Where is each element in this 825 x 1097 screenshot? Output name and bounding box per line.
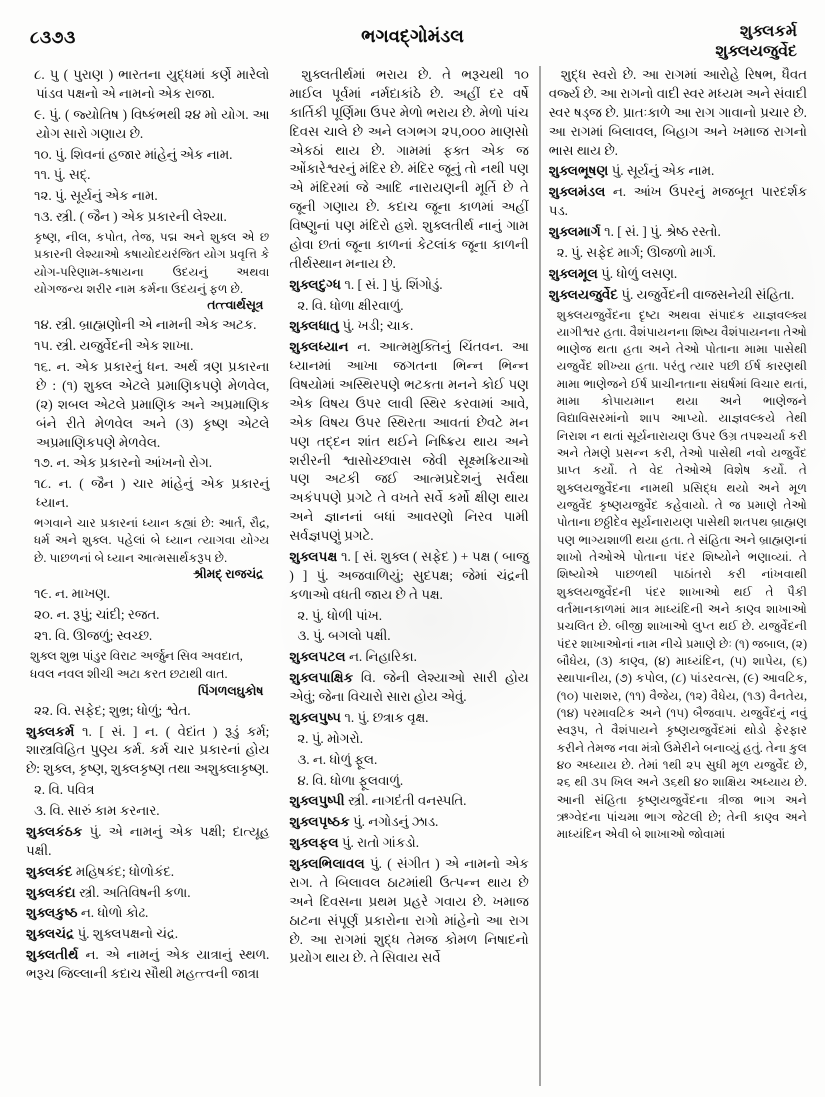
dictionary-entry	[26, 863, 269, 882]
entry-definition: ન. આત્મમુક્તિનું ચિંતવન. આ ધ્યાનમાં આખા જગતના ભિન્ન ભિન્ન વિષયોમાં અસ્થિરપણે ભટકતા મનને કોઈ પણ એક વિષય ઉપર લાવી સ્થિર કરવામાં આવે, એક વિષય ઉપર સ્થિરતા આવતાં છેવટે મન પણ તદ્દન શાંત થઈને નિષ્ક્રિય થાય અને શરીરની શ્વાસોચ્છ્વાસ જેવી સૂક્ષ્મક્રિયાઓ પણ અટકી જઈ આત્મપ્રદેશનું સર્વથા અકંપપણે પ્રગટે તે વખતે સર્વે કર્મો ક્ષીણ થાય અને જ્ઞાનનાં બધાં આવરણો નિરવ પામી સર્વજ્ઞપણું પ્રગટે.	[289, 339, 529, 543]
entry-headword: શુક્લપૃષ્ઠક	[289, 814, 350, 830]
entry-quotation: શુક્લયજુર્વેદના દૃષ્ટા અથવા સંપાદક યાજ્ઞવલ્ક્ય યાગીશ્વર હતા. વૈશંપાયનના શિષ્ય વૈશંપાયનના તેઓ ભાણેજ થતા હતા અને તેઓ પોતાના મામા પાસેથી યજુર્વેદ શીખ્યા હતા. પરંતુ ત્યાર પછી ઈર્ષ કારણથી મામા ભાણેજને ઈર્ષ પ્રાચીનતાના સંઘર્ષમાં વિચાર થતાં, મામા કોપાયમાન થયા અને ભાણેજને વિદ્યાવિસરમાંનો શાપ આપ્યો. યાજ્ઞવલ્કયે તેથી નિરાશ ન થતાં સૂર્યનારાયણ ઉપર ઉગ્ર તપશ્ચર્યા કરી અને તેમણે પ્રસન્ન કરી, તેઓ પાસેથી નવો યજુર્વેદ પ્રાપ્ત કર્યો. તે વેદ તેઓએ વિશેષ કર્યો. તે શુક્લયજુર્વેદના નામથી પ્રસિદ્ધ થયો અને મૂળ યજુર્વેદ કૃષ્ણયજુર્વેદ કહેવાયો. તે જ પ્રમાણે તેઓ પોતાના છઠ્ઠીદેવ સૂર્યનારાયણ પાસેથી શતપથ બ્રાહ્મણ પણ ભાગ્યશાળી થયા હતા. તે સંહિતા અને બ્રાહ્મણનાં શાખો તેઓએ પોતાના પંદર શિષ્યોને ભણાવ્યાં. તે શિષ્યોએ પાછળથી પાઠાંતરો કરી નાંખવાથી શુક્લયજુર્વેદની પંદર શાખાઓ થઈ તે પૈકી વર્તમાનકાળમાં માત્ર માધ્યંદિની અને કાણ્વ શાખાઓ પ્રચલિત છે. બીજી શાખાઓ લુપ્ત થઈ છે. યજુર્વેદની પંદર શાખાઓનાં નામ નીચે પ્રમાણે છેઃ (૧) જબાલ, (૨) બૌધેય, (૩) કાણ્વ, (૪) માધ્યંદિન, (૫) શાપેય, (૬) સ્થાપાનીય, (૭) કપોલ, (૮) પાંડરવત્સ, (૯) આવટિક, (૧૦) પારાશર, (૧૧) વૈજેય, (૧૨) વૈધેય, (૧૩) વૈનતેય, (૧૪) પરમાવટિક અને (૧૫) બૈજવાપ. યજુર્વેદનું નવું સ્વરૂપ, તે વૈશંપાયને કૃષ્ણયજુર્વેદમાં થોડો ફેરફાર કરીને તેમજ નવા મંત્રો ઉમેરીને બનાવ્યું હતું. તેના કુલ ૪૦ અધ્યાય છે. તેમાં ૧થી ૨૫ સુધી મૂળ યજુર્વેદ છે, ૨૬ થી ૩૫ ખિલ અને ૩૬થી ૪૦ શાક્ષિય અધ્યાય છે. આની સંહિતા કૃષ્ણયજુર્વેદના ત્રીજા ભાગ અને ઋગ્વેદના પાંચમા ભાગ જેટલી છે; તેની કાણ્વ અને માધ્યંદિન એવી બે શાખાઓ જોવામાં	[556, 307, 808, 842]
entry-headword: શુક્લફલ	[289, 835, 339, 851]
entry-headword: શુક્લપુષ્પ	[289, 709, 342, 725]
entry-sense: ૧૮. ન. ( જૈન ) ચાર માંહેનું એક પ્રકારનું ધ્યાન.	[34, 476, 270, 511]
entry-definition: ૧. [ સં. ] પું. શ્રેષ્ઠ રસ્તો.	[600, 224, 721, 239]
entry-quotation: કૃષ્ણ, નીલ, કપોત, તેજ, પદ્મ અને શુક્લ એ છ પ્રકારની લેશ્યાઓ કષાયોદયરંજિત યોગ પ્રવૃત્તિ કે યોગ-પરિણામ-કષાયના ઉદયનું અથવા યોગજન્ય શરીર નામ કર્મના ઉદયનું ફળ છે.	[34, 230, 270, 296]
entry-sense: ૨. પું. મોગરો.	[297, 730, 364, 746]
dictionary-entry	[549, 223, 807, 242]
entry-headword: શુક્લમૂલ	[548, 265, 598, 281]
entry-headword: શુક્લધ્યાન	[289, 339, 349, 355]
entry-definition: પું. સૂર્યનું એક નામ.	[608, 163, 715, 179]
dictionary-entry	[289, 792, 528, 811]
entry-sense: ૨. પું. ધોળી પાંખ.	[297, 607, 383, 623]
entry-definition: ન. ધોળો કોઢ.	[77, 905, 149, 921]
entry-headword: શુક્લપુષ્પી	[289, 793, 345, 809]
entry-sense: ૧૩. સ્ત્રી. ( જૈન ) એક પ્રકારની લેશ્યા.	[34, 209, 227, 225]
entry-headword: શુક્લપાક્ષિક	[289, 670, 354, 686]
entry-headword: શુક્લમંડલ	[548, 184, 606, 200]
dictionary-entry	[289, 338, 528, 546]
entry-quotation: ભગવાને ચાર પ્રકારનાં ધ્યાન કહ્યાં છે: આર્ત, રૌદ્ર, ધર્મ અને શુક્લ. પહેલાં બે ધ્યાન ત્યાગવા યોગ્ય છે. પાછળનાં બે ધ્યાન આત્મસાર્થકરૂપ છે.	[34, 516, 270, 565]
running-head	[715, 22, 797, 62]
entry-definition: સ્ત્રી. નાગદંતી વનસ્પતિ.	[344, 793, 467, 809]
entry-definition: ૧. પું. છત્રાક વૃક્ષ.	[341, 709, 429, 725]
dictionary-entry	[26, 884, 269, 903]
entry-sense: ૯. પું. ( જ્યોતિષ ) વિષ્કંભથી ૨૪ મો યોગ. આ યોગ સારો ગણાય છે.	[34, 106, 270, 141]
dictionary-entry	[549, 265, 807, 284]
column-3	[537, 66, 813, 1096]
entry-definition: પું. શુક્લપક્ષનો ચંદ્ર.	[74, 926, 179, 942]
entry-headword: શુક્લકંઠક	[26, 823, 83, 839]
dictionary-entry	[289, 834, 528, 853]
book-title: ભગવદ્ગોમંડલ	[361, 26, 464, 46]
text-columns	[12, 66, 813, 1096]
entry-headword: શુક્લધાતુ	[289, 318, 340, 334]
dictionary-entry	[26, 823, 269, 861]
entry-definition: સ્ત્રી. અતિવિષની કળા.	[75, 884, 191, 900]
dictionary-entry	[289, 276, 528, 295]
entry-definition: પું. એ નામનું એક પક્ષી; દાત્યૂહ પક્ષી.	[26, 823, 270, 858]
entry-sense: ૨૦. ન. રૂપું; ચાંદી; રજત.	[34, 606, 160, 622]
quotation-attribution: તત્ત્વાર્થસૂત્ર	[207, 298, 264, 313]
entry-headword: શુક્લકંદ	[26, 863, 73, 879]
entry-headword: શુક્લયજુર્વેદ	[548, 286, 618, 302]
entry-headword: શુક્લચંદ્ર	[26, 926, 75, 942]
entry-sense: ૨૨. વિ. સફેદ; શુભ્ર; ધોળું; શ્વેત.	[34, 702, 191, 718]
entry-headword: શુક્લમાર્ગ	[548, 224, 601, 239]
entry-headword: શુક્લકર્મ	[26, 723, 75, 739]
dictionary-entry	[26, 925, 269, 944]
dictionary-entry	[289, 709, 528, 728]
entry-headword: શુક્લભૂષણ	[548, 163, 609, 179]
continued-paragraph: શુક્લતીર્થમાં ભરાય છે. તે ભરૂચથી ૧૦ માઈલ પૂર્વમાં નર્મદાકાંઠે છે. અહીં દર વર્ષે કાર્તિકી પૂર્ણિમા ઉપર મેળો ભરાય છે. મેળો પાંચ દિવસ ચાલે છે અને લગભગ ૨૫,૦૦૦ માણસો એકઠાં થાય છે. ગામમાં ફક્ત એક જ ઓંકારેશ્વરનું મંદિર છે. મંદિર જૂનું તો નથી પણ એ મંદિરમાં જે આદિ નારાયણની મૂર્તિ છે તે જૂની ગણાય છે. કદાચ જૂના કાળમાં અહીં વિષ્ણુનાં પણ મંદિરો હશે. શુક્લતીર્થ નાનું ગામ હોવા છતાં જૂના કાળનાં કેટલાંક જૂના કાળની તીર્થસ્થાન મનાય છે.	[289, 67, 529, 271]
entry-sense: ૧૯. ન. માખણ.	[34, 586, 111, 602]
dictionary-entry	[289, 317, 528, 336]
column-2	[279, 66, 536, 1096]
entry-definition: ન. એ નામનું એક યાત્રાનું સ્થળ. ભરૂચ જિલ્લાની કદાચ સૌથી મહત્ત્વની જાત્રા	[26, 947, 270, 982]
entry-headword: શુક્લકુષ્ઠ	[26, 905, 78, 921]
column-1	[12, 66, 279, 1096]
entry-definition: પું. ( સંગીત ) એ નામનો એક રાગ. તે બિલાવલ ઠાટમાંથી ઉત્પન્ન થાય છે અને દિવસના પ્રથમ પ્રહરે ગવાય છે. ખમાજ ઠાટના સંપૂર્ણ પ્રકારોના રાગો માંહેનો આ રાગ છે. આ રાગમાં શુદ્ધ તેમજ કોમળ નિષાદનો પ્રયોગ થાય છે. તે સિવાય સર્વે	[289, 856, 529, 966]
entry-sense: ૧૬. ન. એક પ્રકારનું ધન. અર્થ ત્રણ પ્રકારના છે : (૧) શુક્લ એટલે પ્રમાણિકપણે મેળવેલ, (૨) શબલ એટલે પ્રમાણિક અને અપ્રમાણિક બંને રીતે મેળવેલ અને (૩) કૃષ્ણ એટલે અપ્રમાણિકપણે મેળવેલ.	[34, 359, 270, 450]
dictionary-entry	[26, 723, 269, 780]
dictionary-entry	[26, 904, 269, 923]
entry-sense: ૨. વિ. ધોળા ક્ષીરવાળું.	[297, 297, 404, 313]
dictionary-entry	[549, 286, 807, 305]
dictionary-entry	[549, 183, 807, 221]
entry-headword: શુક્લભિલાવલ	[289, 856, 365, 871]
entry-sense: ૧૨. પું. સૂર્યનું એક નામ.	[34, 188, 158, 204]
entry-sense: ૧૦. પું. શિવનાં હજાર માંહેનું એક નામ.	[34, 146, 233, 162]
entry-headword: શુક્લપક્ષ	[289, 548, 338, 564]
page-number: ૮૩૭૩	[30, 28, 76, 47]
entry-sense: ૧૪. સ્ત્રી. બ્રાહ્મણોની એ નામની એક અટક.	[34, 317, 257, 333]
entry-sense: ૧૭. ન. એક પ્રકારનો આંખનો રોગ.	[34, 455, 213, 471]
entry-headword: શુક્લકંદા	[26, 884, 76, 900]
entry-definition: પું. યજુર્વેદની વાજસનેયી સંહિતા.	[617, 286, 795, 302]
entry-headword: શુક્લપટલ	[289, 649, 346, 665]
quotation-attribution: પિંગળલઘુકોષ	[198, 683, 264, 698]
entry-headword: શુક્લતીર્થ	[26, 947, 79, 963]
entry-sense: ૩. વિ. સારું કામ કરનાર.	[34, 803, 160, 819]
dictionary-entry	[549, 162, 807, 181]
entry-headword: શુક્લદુગ્ધ	[289, 276, 342, 292]
entry-sense: ૮. પુ ( પુરાણ ) ભારતના યુદ્ધમાં કર્ણે મારેલો પાંડવ પક્ષનો એ નામનો એક રાજા.	[34, 67, 270, 101]
entry-sense: ૧૫. સ્ત્રી. યજુર્વેદની એક શાખા.	[34, 338, 194, 354]
dictionary-entry	[289, 669, 528, 707]
entry-sense: ૩. પું. બગલો પક્ષી.	[297, 628, 391, 644]
quotation-attribution: શ્રીમદ્ રાજચંદ્ર	[193, 567, 264, 582]
entry-definition: વિ. જેની લેશ્યાઓ સારી હોય એવું; જેના વિચારો સારા હોય એવું.	[289, 670, 529, 704]
entry-verse: શુક્લ શુભ્ર પાંડુર વિરાટ અર્જુન સિવ અવદાત, ધવલ નવલ શીચી અટા કરત છટાથી વાત.	[30, 648, 243, 681]
entry-sense: ૪. વિ. ધોળા ફૂલવાળું.	[297, 772, 404, 788]
entry-definition: પું. ધોળું લસણ.	[597, 265, 678, 281]
entry-definition: ૧. [ સં. ] ન. ( વેદાંત ) રૂડું કર્મ; શાસ્ત્રવિહિત પુણ્ય કર્મ. કર્મ ચાર પ્રકારનાં હોય છે: શુક્લ, કૃષ્ણ, શુક્લકૃષ્ણ તથા અશુક્લાકૃષ્ણ.	[26, 723, 270, 777]
entry-sense: ૨૧. વિ. ઊજળું; સ્વચ્છ.	[34, 627, 153, 643]
dictionary-entry	[289, 855, 528, 968]
continued-paragraph: શુદ્ધ સ્વરો છે. આ રાગમાં આરોહે રિષભ, ધૈવત વર્જ્ય છે. આ રાગનો વાદી સ્વર મધ્યમ અને સંવાદી સ્વર ષડ્જ છે. પ્રાતઃકાળે આ રાગ ગાવાનો પ્રચાર છે. આ રાગમાં બિલાવલ, બિહાગ અને ખમાજ રાગનો ભાસ થાય છે.	[548, 67, 808, 158]
dictionary-entry	[289, 548, 528, 605]
dictionary-entry	[289, 813, 528, 832]
running-head-line-1: શુક્લકર્મ	[739, 23, 797, 40]
dictionary-entry	[289, 648, 528, 667]
entry-definition: પું. રાતો ગાંકડો.	[338, 835, 420, 851]
running-head-line-2: શુક્લયજુર્વેદ	[715, 43, 797, 60]
entry-definition: ન. નિહારિકા.	[345, 649, 418, 665]
entry-sense: ૨. વિ. પવિત્ર	[34, 782, 95, 798]
entry-definition: પું. નગોડનું ઝાડ.	[349, 814, 439, 830]
entry-definition: ૧. [ સં. ] પું. શિંગોડું.	[341, 276, 443, 292]
entry-definition: ન. આંખ ઉપરનું મજબૂત પારદર્શક પડ.	[548, 184, 807, 219]
entry-definition: પું. ખડી; ચાક.	[339, 318, 414, 334]
entry-sense: ૩. ન. ધોળું ફૂલ.	[297, 751, 378, 767]
page-header	[12, 14, 813, 64]
entry-sense: ૧૧. પું. સદ્.	[34, 167, 91, 183]
entry-definition: ૧. [ સં. શુક્લ ( સફેદ ) + પક્ષ ( બાજુ ) ] પું. અજવાળિયું; સુદપક્ષ; જેમાં ચંદ્રની કળાઓ વધતી જાય છે તે પક્ષ.	[289, 548, 529, 602]
entry-definition: મહિષકંદ; ધોળોકંદ.	[72, 863, 175, 879]
dictionary-entry	[26, 946, 269, 984]
entry-sense: ૨. પું. સફેદ માર્ગ; ઊજળો માર્ગ.	[556, 244, 716, 260]
